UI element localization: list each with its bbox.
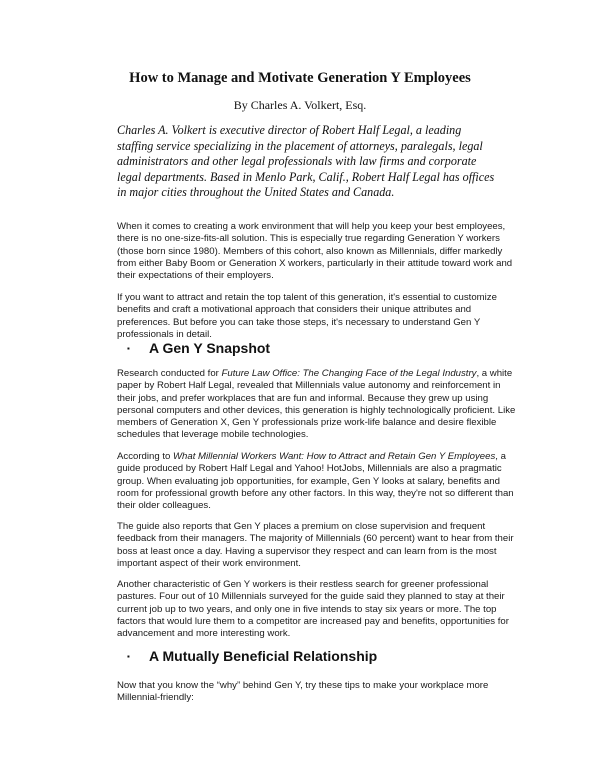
bullet-icon: ▪ bbox=[127, 343, 130, 353]
snapshot-paragraph-3: The guide also reports that Gen Y places a premium on close supervision and frequent feedback from their managers. The majority of Millennials (60 percent) want to hear from their boss at least once a day. Having a supervisor they respect and can learn from is the most important aspect of their work environment. bbox=[117, 521, 514, 569]
paragraph-text: , a white paper by Robert Half Legal, revealed that Millennials value autonomy and reinforcement in their jobs, and prefer workplaces that are fun and informal. Because they grew up using personal computers and other devices, this generation is highly technologically proficient. Like members of Generation X, Gen Y professionals prize work-life balance and desire flexible schedules that leverage mobile technologies. bbox=[117, 368, 516, 441]
author-byline: By Charles A. Volkert, Esq. bbox=[233, 98, 367, 112]
guide-title: What Millennial Workers Want: How to Attract and Retain Gen Y Employees bbox=[173, 451, 496, 462]
snapshot-paragraph-1 bbox=[117, 368, 517, 442]
snapshot-paragraph-2 bbox=[117, 451, 517, 512]
paragraph-text: Research conducted for bbox=[117, 368, 222, 379]
section-heading-mutually-beneficial bbox=[127, 648, 377, 664]
bullet-icon: ▪ bbox=[127, 651, 130, 661]
intro-paragraph-1: When it comes to creating a work environment that will help you keep your best employees, there is no one-size-fits-all solution. This is especially true regarding Generation Y workers (those born since 1980). Members of this cohort, also known as Millennials, differ markedly from either Baby Boom or Generation X workers, particularly in their attitude toward work and their expectations of their employers. bbox=[117, 221, 513, 282]
snapshot-paragraph-4: Another characteristic of Gen Y workers is their restless search for greener professional pastures. Four out of 10 Millennials surveyed for the guide said they planned to stay at their current job up to two years, and only one in five intends to stay six years or more. The top factors that would lure them to a competitor are increased pay and benefits, opportunities for advancement and more interesting work. bbox=[117, 579, 509, 640]
author-bio: Charles A. Volkert is executive director of Robert Half Legal, a leading staffing service specializing in the placement of attorneys, paralegals, legal administrators and other legal professionals with law firms and corporate legal departments. Based in Menlo Park, Calif., Robert Half Legal has offices in major cities throughout the United States and Canada. bbox=[117, 123, 495, 200]
document-title: How to Manage and Motivate Generation Y Employees bbox=[129, 70, 471, 86]
section-heading-text: A Mutually Beneficial Relationship bbox=[149, 648, 378, 664]
section-heading-text: A Gen Y Snapshot bbox=[149, 340, 271, 356]
relationship-paragraph-1: Now that you know the “why” behind Gen Y, try these tips to make your workplace more Millennial-friendly: bbox=[117, 680, 489, 704]
paragraph-text: According to bbox=[117, 451, 173, 462]
paragraph-text: , a guide produced by Robert Half Legal and Yahoo! HotJobs, Millennials are also a pragmatic group. When evaluating job opportunities, for example, Gen Y looks at salary, benefits and room for professional growth before any other factors. In this way, they're not so different than their older colleagues. bbox=[117, 451, 514, 512]
section-heading-gen-y-snapshot bbox=[127, 340, 270, 356]
intro-paragraph-2: If you want to attract and retain the top talent of this generation, it's essential to customize benefits and craft a motivational approach that considers their unique attributes and preferences. But before you can take those steps, it's necessary to understand Gen Y professionals in detail. bbox=[117, 292, 497, 340]
white-paper-title: Future Law Office: The Changing Face of the Legal Industry bbox=[221, 368, 477, 379]
